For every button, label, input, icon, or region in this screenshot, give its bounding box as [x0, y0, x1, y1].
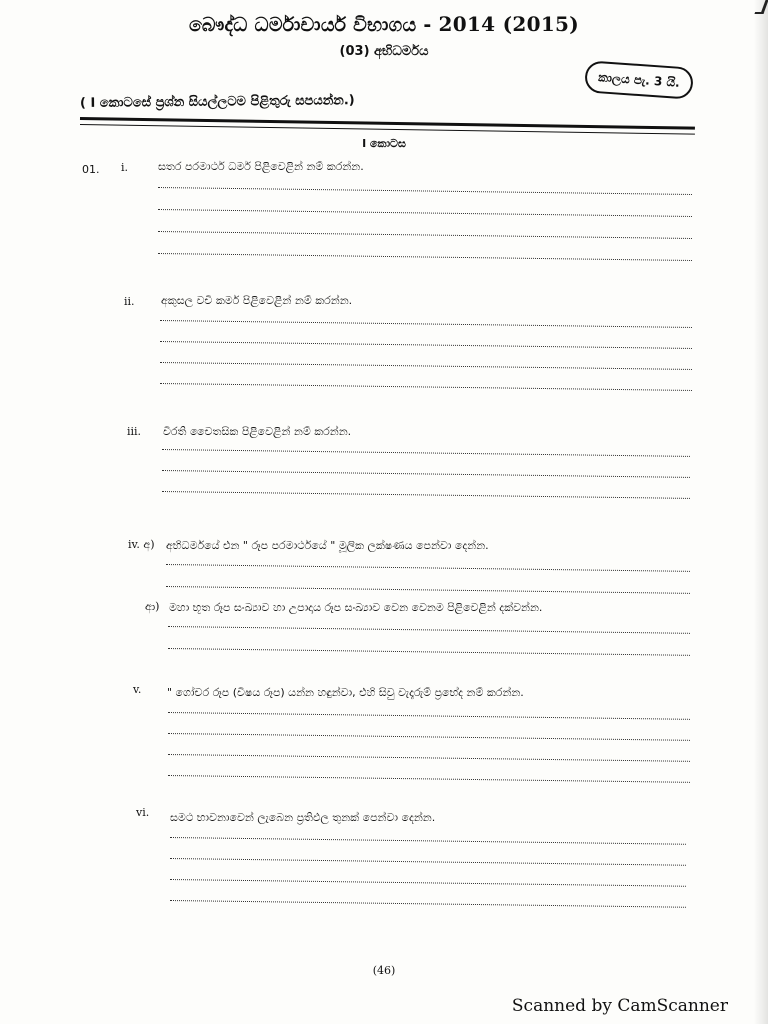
question-text: අභිධර්මයේ එන " රූප පරමාර්ථයේ " මූලික ලක්ෂණය පෙන්වා දෙන්න. — [166, 539, 489, 552]
answer-line[interactable] — [158, 253, 692, 261]
question-text: සමථ භාවනාවෙන් ලැබෙන ප්‍රතිඵල තුනක් පෙන්වා දෙන්න. — [170, 811, 436, 824]
question-number: 01. — [82, 163, 100, 176]
answer-line[interactable] — [162, 491, 690, 499]
answer-line[interactable] — [170, 900, 686, 908]
exam-title-text: බෞද්ධ ධර්මාචාර්ය විභාගය - — [188, 14, 439, 36]
part-label: vi. — [136, 806, 150, 819]
paper-subtitle: (03) අභිධර්මය — [339, 44, 429, 59]
page-edge-shadow — [754, 0, 768, 1024]
instruction-text: ( I කොටසේ ප්‍රශ්න සියල්ලටම පිළිතුරු සපයන්න.) — [79, 93, 355, 111]
answer-line[interactable] — [166, 586, 690, 594]
scanner-watermark: Scanned by CamScanner — [511, 996, 728, 1016]
time-allowed-badge: කාලය පැ. 3 යි. — [584, 60, 694, 99]
answer-line[interactable] — [160, 383, 692, 391]
answer-line[interactable] — [166, 564, 690, 572]
answer-line[interactable] — [160, 362, 692, 370]
section-label: I කොටස — [362, 137, 406, 150]
answer-line[interactable] — [162, 449, 690, 457]
answer-line[interactable] — [158, 187, 692, 195]
answer-line[interactable] — [170, 837, 686, 845]
page-number: (46) — [372, 964, 396, 977]
answer-line[interactable] — [168, 626, 690, 634]
answer-line[interactable] — [170, 858, 686, 866]
question-text: අකුසල වචී කර්ම පිළිවෙළින් නම් කරන්න. — [161, 294, 353, 307]
question-text: සතර පරමාර්ථ ධර්ම පිළිවෙළින් නම් කරන්න. — [158, 160, 364, 173]
question-text: විරති චෛතසික පිළිවෙළින් නම් කරන්න. — [163, 425, 352, 438]
answer-line[interactable] — [168, 775, 690, 783]
answer-line[interactable] — [160, 320, 692, 328]
part-label: ආ) — [145, 600, 160, 613]
answer-line[interactable] — [158, 209, 692, 217]
part-label: v. — [133, 683, 142, 696]
exam-year: 2014 (2015) — [438, 12, 580, 36]
answer-line[interactable] — [168, 754, 690, 762]
answer-line[interactable] — [162, 470, 690, 478]
question-text: " ගෝචර රූප (විෂය රූප) යන්න හඳුන්වා, එහි සිවු වැදෑරුම් ප්‍රභේද නම් කරන්න. — [167, 686, 524, 699]
header-rule-thick — [80, 117, 695, 130]
part-label: iv. අ) — [128, 538, 155, 551]
answer-line[interactable] — [158, 231, 692, 239]
answer-line[interactable] — [170, 879, 686, 887]
answer-line[interactable] — [168, 712, 690, 720]
part-label: iii. — [127, 425, 142, 438]
answer-line[interactable] — [168, 648, 690, 656]
exam-title — [0, 12, 768, 36]
question-text: මහා භූත රූප සංඛ්‍යාව හා උපාදාය රූප සංඛ්‍යාව වෙන වෙනම පිළිවෙළින් දක්වන්න. — [169, 601, 543, 614]
answer-line[interactable] — [160, 341, 692, 349]
part-label: ii. — [124, 295, 135, 308]
part-label: i. — [121, 161, 129, 174]
answer-line[interactable] — [168, 733, 690, 741]
